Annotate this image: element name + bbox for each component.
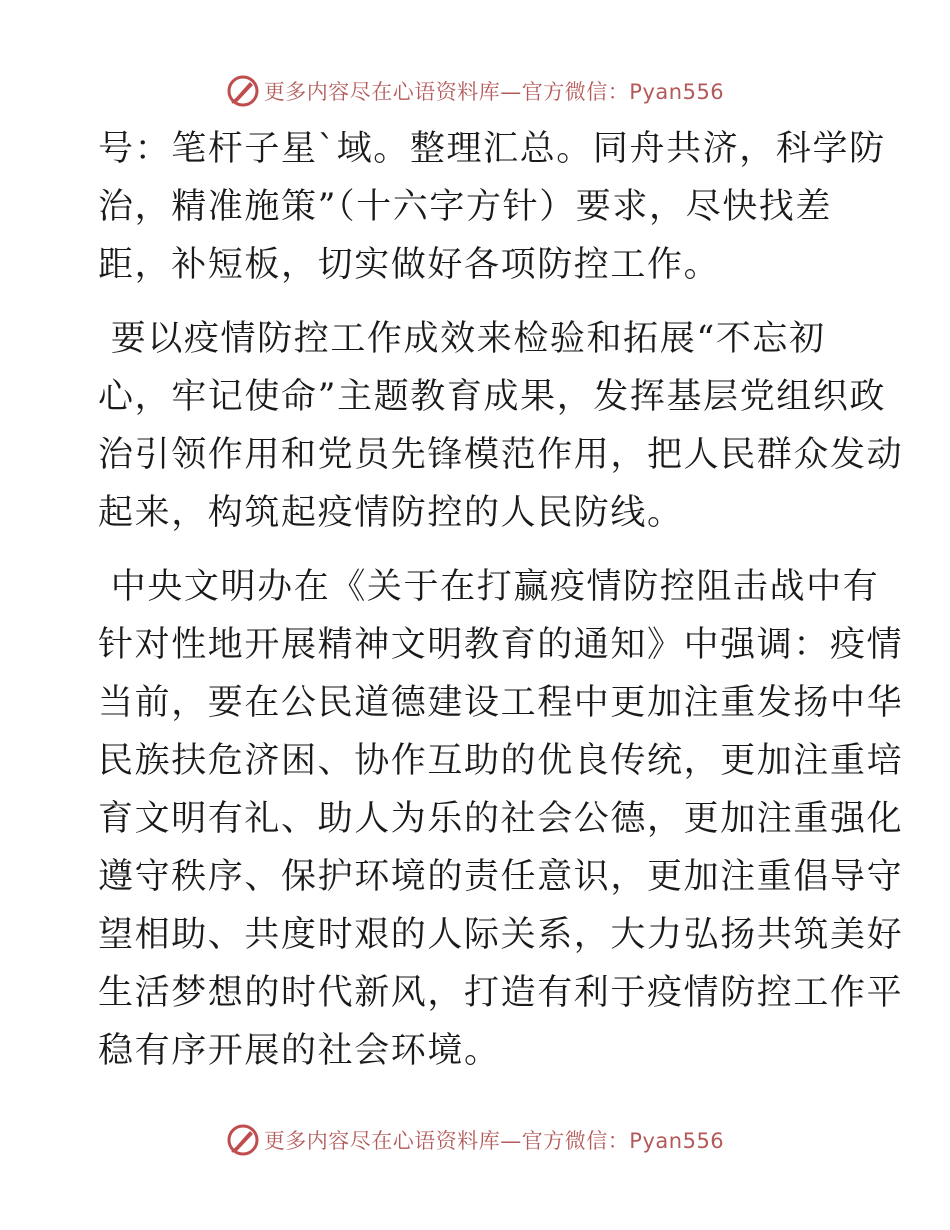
text-line: 治，精准施策”（十六字方针）要求，尽快找差: [98, 187, 832, 227]
header-banner: [0, 71, 950, 111]
text-line: 遵守秩序、保护环境的责任意识，更加注重倡导守: [98, 857, 904, 897]
text-line: 号：笔杆子星`域。整理汇总。同舟共济，科学防: [98, 129, 886, 169]
text-line: 稳有序开展的社会环境。: [98, 1031, 501, 1071]
text-line: 心，牢记使命”主题教育成果，发挥基层党组织政: [98, 377, 887, 417]
text-line: 当前，要在公民道德建设工程中更加注重发扬中华: [98, 683, 904, 723]
text-line: 距，补短板，切实做好各项防控工作。: [98, 245, 721, 285]
paragraph: [98, 120, 886, 294]
document-body: [98, 120, 904, 1096]
text-line: 生活梦想的时代新风，打造有利于疫情防控工作平: [98, 973, 904, 1013]
text-line: 治引领作用和党员先锋模范作用，把人民群众发动: [98, 435, 904, 475]
quill-logo-icon: [226, 1123, 260, 1157]
paragraph: [98, 310, 904, 542]
footer-banner: [0, 1120, 950, 1160]
quill-logo-icon: [226, 74, 260, 108]
text-line: 起来，构筑起疫情防控的人民防线。: [98, 493, 684, 533]
text-line: 要以疫情防控工作成效来检验和拓展“不忘初: [98, 319, 826, 359]
text-line: 望相助、共度时艰的人际关系，大力弘扬共筑美好: [98, 915, 904, 955]
text-line: 针对性地开展精神文明教育的通知》中强调：疫情: [98, 625, 904, 665]
paragraph: [98, 558, 904, 1080]
text-line: 中央文明办在《关于在打赢疫情防控阻击战中有: [98, 567, 880, 607]
text-line: 民族扶危济困、协作互助的优良传统，更加注重培: [98, 741, 904, 781]
footer-banner-text: 更多内容尽在心语资料库—官方微信：Pyan556: [263, 1129, 725, 1153]
text-line: 育文明有礼、助人为乐的社会公德，更加注重强化: [98, 799, 904, 839]
header-banner-text: 更多内容尽在心语资料库—官方微信：Pyan556: [263, 80, 725, 104]
